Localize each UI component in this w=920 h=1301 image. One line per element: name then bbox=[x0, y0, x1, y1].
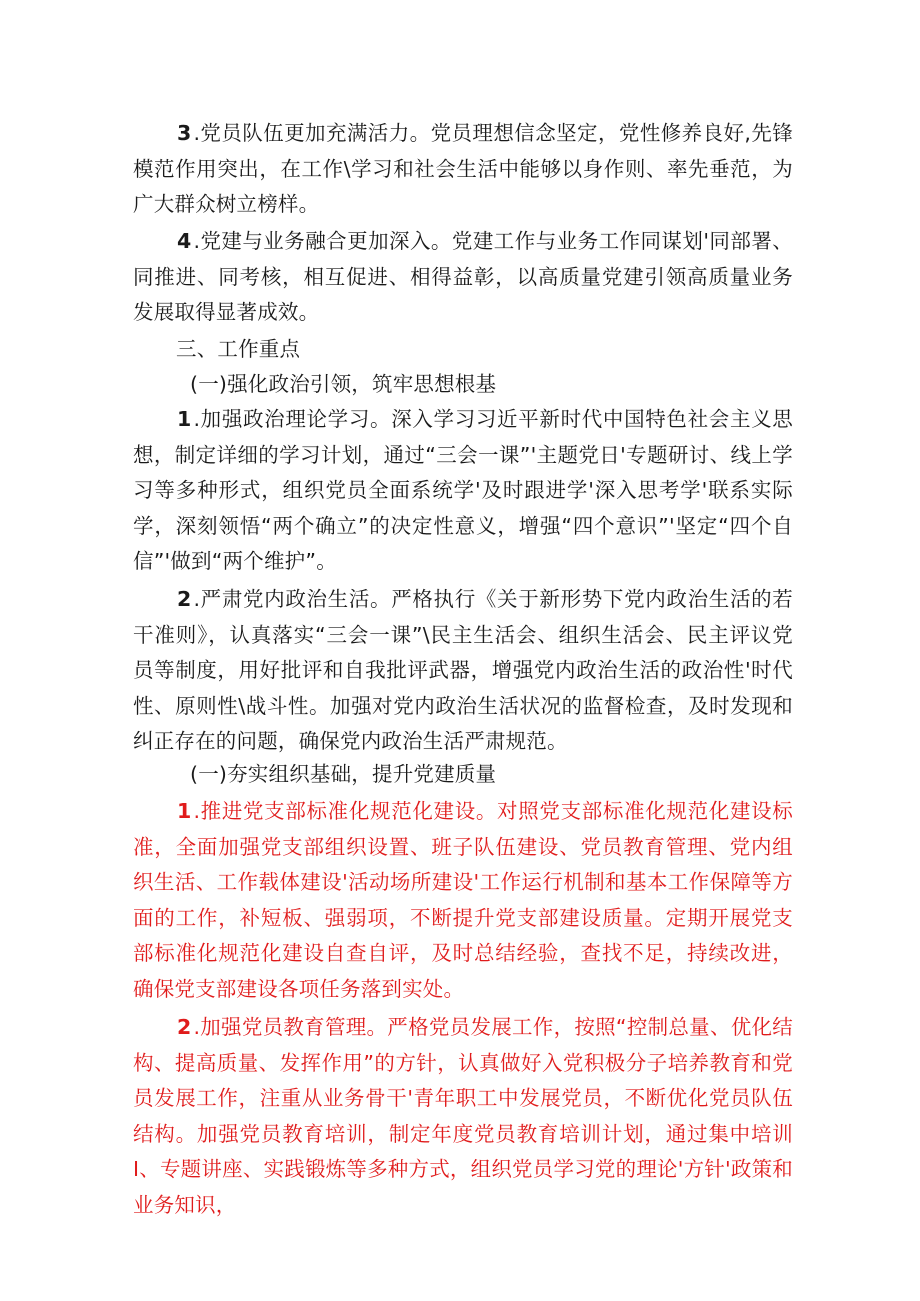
paragraph-theory-study bbox=[133, 402, 793, 580]
paragraph-text: .严肃党内政治生活。严格执行《关于新形势下党内政治生活的若干准则》，认真落实“三会一课”\民主生活会、组织生活会、民主评议党员等制度，用好批评和自我批评武器，增强党内政治生活的政治性'时代性、原则性\战斗性。加强对党内政治生活状况的监督检查，及时发现和纠正存在的问题，确保党内政治生活严肃规范。 bbox=[133, 587, 793, 753]
paragraph-number: 4 bbox=[177, 229, 192, 253]
paragraph-number: 2 bbox=[177, 587, 192, 611]
paragraph-number: 1 bbox=[177, 799, 192, 823]
subsection-heading-organization: (一)夯实组织基础，提升党建质量 bbox=[190, 762, 497, 786]
paragraph-number: 1 bbox=[177, 407, 192, 431]
paragraph-text: .加强政治理论学习。深入学习习近平新时代中国特色社会主义思想，制定详细的学习计划，通过“三会一课”'主题党日'专题研讨、线上学习等多种形式，组织党员全面系统学'及时跟进学'深入思考学'联系实际学，深刻领悟“两个确立”的决定性意义，增强“四个意识”'坚定“四个自信”'做到“两个维护”。 bbox=[133, 407, 793, 573]
paragraph-text: .加强党员教育管理。严格党员发展工作，按照“控制总量、优化结构、提高质量、发挥作用”的方针，认真做好入党积极分子培养教育和党员发展工作，注重从业务骨干'青年职工中发展党员，不断优化党员队伍结构。加强党员教育培训，制定年度党员教育培训计划，通过集中培训I、专题讲座、实践锻炼等多种方式，组织党员学习党的理论'方针'政策和业务知识， bbox=[133, 1015, 793, 1217]
paragraph-number: 2 bbox=[177, 1015, 192, 1039]
paragraph-text: .推进党支部标准化规范化建设。对照党支部标准化规范化建设标准，全面加强党支部组织设置、班子队伍建设、党员教育管理、党内组织生活、工作载体建设'活动场所建设'工作运行机制和基本工作保障等方面的工作，补短板、强弱项，不断提升党支部建设质量。定期开展党支部标准化规范化建设自查自评，及时总结经验，查找不足，持续改进，确保党支部建设各项任务落到实处。 bbox=[133, 799, 793, 1001]
paragraph-political-life bbox=[133, 582, 793, 760]
paragraph-goal-3 bbox=[133, 116, 793, 223]
subsection-heading-political: (一)强化政治引领，筑牢思想根基 bbox=[190, 372, 497, 396]
paragraph-text: .党员队伍更加充满活力。党员理想信念坚定，党性修养良好,先锋模范作用突出，在工作\学习和社会生活中能够以身作则、率先垂范，为广大群众树立榜样。 bbox=[133, 121, 793, 216]
paragraph-number: 3 bbox=[177, 121, 192, 145]
section-heading-work-focus: 三、工作重点 bbox=[176, 337, 301, 361]
paragraph-member-education bbox=[133, 1010, 793, 1223]
paragraph-text: .党建与业务融合更加深入。党建工作与业务工作同谋划'同部署、同推进、同考核，相互促进、相得益彰，以高质量党建引领高质量业务发展取得显著成效。 bbox=[133, 229, 793, 324]
paragraph-goal-4 bbox=[133, 224, 793, 331]
paragraph-branch-standardization bbox=[133, 794, 793, 1007]
